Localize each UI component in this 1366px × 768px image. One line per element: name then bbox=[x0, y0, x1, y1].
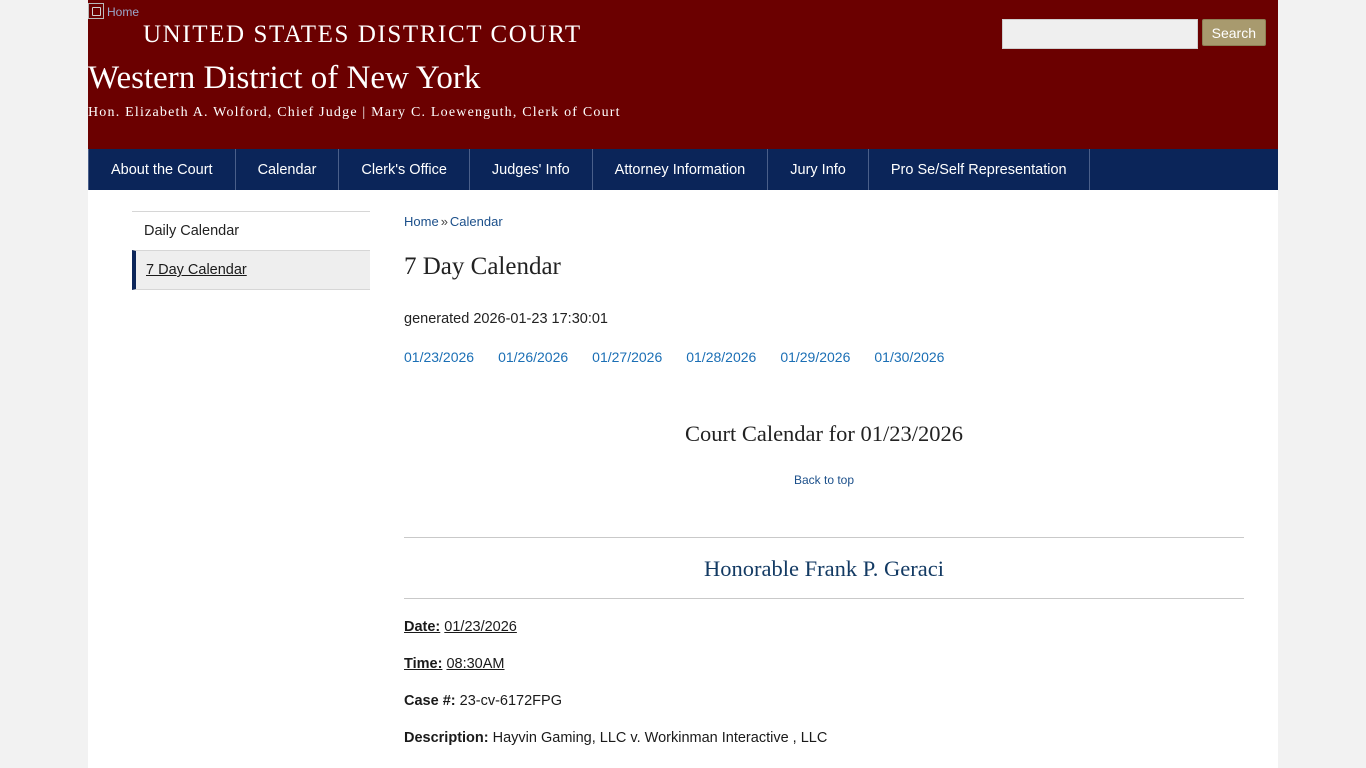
content-row bbox=[88, 190, 1278, 767]
search-area bbox=[1002, 19, 1266, 49]
entry-time-value: 08:30AM bbox=[446, 656, 505, 672]
date-link-01-30-2026[interactable]: 01/30/2026 bbox=[874, 349, 945, 365]
page-title: 7 Day Calendar bbox=[404, 253, 561, 280]
date-link-01-27-2026[interactable]: 01/27/2026 bbox=[592, 349, 663, 365]
court-title: UNITED STATES DISTRICT COURT bbox=[143, 21, 582, 48]
entry-case-value: 23-cv-6172FPG bbox=[459, 693, 562, 709]
main-content bbox=[370, 190, 1278, 767]
breadcrumb-home-link[interactable]: Home bbox=[404, 214, 439, 229]
nav-item-about-the-court[interactable]: About the Court bbox=[88, 149, 236, 190]
nav-item-jury-info[interactable]: Jury Info bbox=[768, 149, 869, 190]
back-to-top bbox=[404, 473, 1244, 487]
date-link-01-28-2026[interactable]: 01/28/2026 bbox=[686, 349, 757, 365]
broken-image-icon bbox=[88, 3, 104, 19]
back-to-top-link[interactable]: Back to top bbox=[793, 473, 855, 487]
site-container bbox=[88, 0, 1278, 768]
generated-timestamp: generated 2026-01-23 17:30:01 bbox=[404, 311, 608, 327]
breadcrumb-calendar-link[interactable]: Calendar bbox=[449, 214, 503, 229]
entry-date-label: Date: bbox=[404, 619, 441, 635]
judge-name: Honorable Frank P. Geraci bbox=[704, 556, 944, 581]
entry-date-row bbox=[404, 619, 1244, 635]
sidebar-item-label: 7 Day Calendar bbox=[146, 262, 247, 278]
nav-item-calendar[interactable]: Calendar bbox=[236, 149, 340, 190]
calendar-entry bbox=[404, 619, 1244, 746]
date-link-01-29-2026[interactable]: 01/29/2026 bbox=[780, 349, 851, 365]
calendar-heading: Court Calendar for 01/23/2026 bbox=[684, 421, 964, 446]
district-title: Western District of New York bbox=[88, 60, 481, 96]
nav-item-clerks-office[interactable]: Clerk's Office bbox=[339, 149, 470, 190]
home-logo-broken-image[interactable] bbox=[88, 3, 139, 19]
search-input[interactable] bbox=[1002, 19, 1198, 49]
search-button[interactable]: Search bbox=[1202, 19, 1266, 46]
date-link-01-26-2026[interactable]: 01/26/2026 bbox=[498, 349, 569, 365]
home-logo-alt-text: Home bbox=[107, 5, 140, 19]
entry-description-label: Description: bbox=[404, 730, 489, 746]
sidebar-item-label: Daily Calendar bbox=[144, 223, 240, 239]
date-links bbox=[404, 349, 1244, 365]
judges-line: Hon. Elizabeth A. Wolford, Chief Judge | Mary C. Loewenguth, Clerk of Court bbox=[88, 105, 621, 120]
sidebar bbox=[88, 190, 370, 290]
main-navigation bbox=[88, 149, 1278, 190]
entry-time-label: Time: bbox=[404, 656, 443, 672]
judge-section bbox=[404, 537, 1244, 746]
breadcrumb bbox=[404, 214, 1244, 229]
entry-description-value: Hayvin Gaming, LLC v. Workinman Interactive , LLC bbox=[492, 730, 828, 746]
judge-divider bbox=[404, 598, 1244, 599]
entry-case-label: Case #: bbox=[404, 693, 456, 709]
nav-item-pro-se-self-representation[interactable]: Pro Se/Self Representation bbox=[869, 149, 1090, 190]
entry-time-row bbox=[404, 656, 1244, 672]
nav-item-judges-info[interactable]: Judges' Info bbox=[470, 149, 593, 190]
breadcrumb-separator: » bbox=[440, 214, 448, 229]
entry-description-row bbox=[404, 730, 1244, 746]
entry-date-value: 01/23/2026 bbox=[444, 619, 517, 635]
site-header bbox=[88, 0, 1278, 149]
date-link-01-23-2026[interactable]: 01/23/2026 bbox=[404, 349, 475, 365]
nav-item-attorney-information[interactable]: Attorney Information bbox=[593, 149, 769, 190]
sidebar-item-daily-calendar[interactable] bbox=[132, 212, 370, 250]
entry-case-row bbox=[404, 693, 1244, 709]
sidebar-item-7-day-calendar[interactable] bbox=[132, 250, 370, 290]
